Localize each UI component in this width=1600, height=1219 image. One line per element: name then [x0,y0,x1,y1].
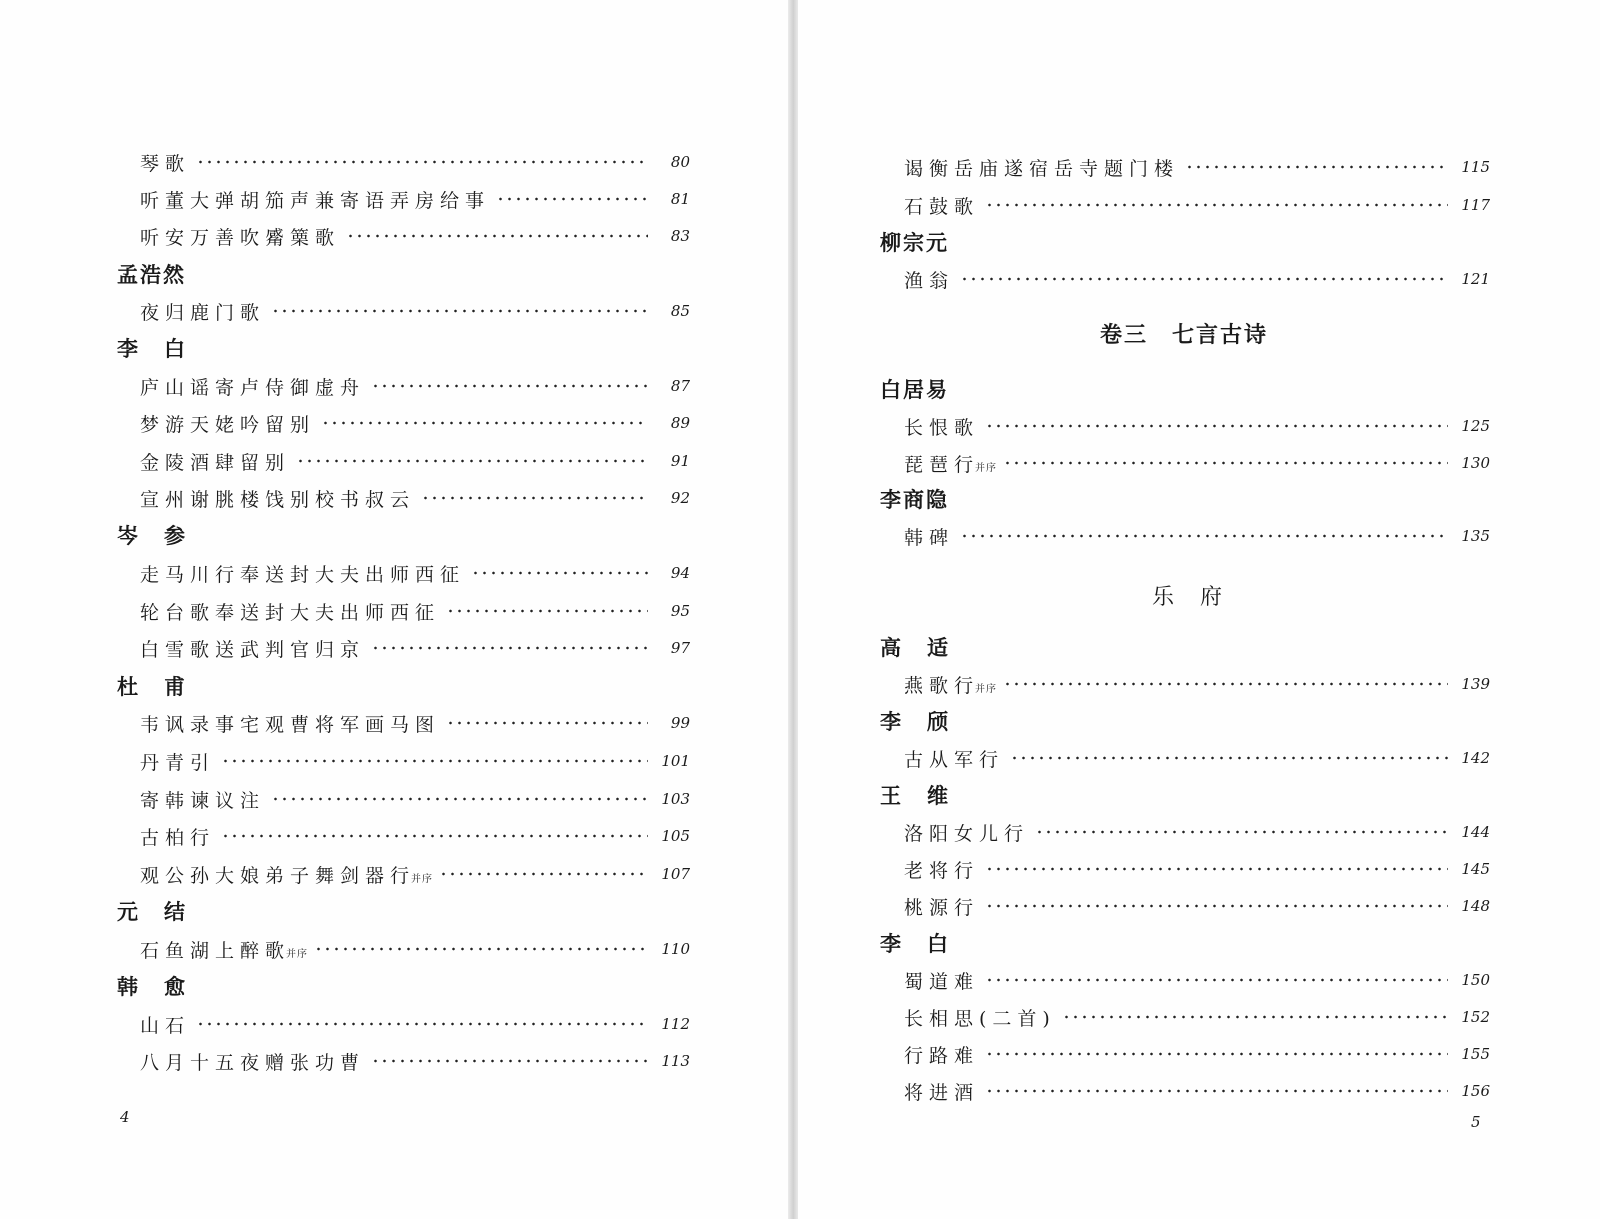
toc-entry[interactable] [904,851,1490,887]
dot-leader [985,199,1448,211]
toc-entry[interactable] [904,408,1490,444]
poem-title: 听安万善吹觱篥歌 [140,226,341,249]
toc-entry[interactable] [140,293,690,329]
toc-entry[interactable] [904,666,1490,702]
dot-leader [1062,1011,1448,1023]
author-heading: 王维 [880,784,974,808]
poem-title: 白雪歌送武判官归京 [140,638,366,661]
dot-leader [1003,678,1448,690]
toc-entry[interactable] [140,856,690,892]
dot-leader [221,755,648,767]
dot-leader [471,567,648,579]
dot-leader [321,417,648,429]
page-folio: 4 [120,1108,130,1126]
poem-title: 琵琶行 [904,453,980,476]
poem-title: 琴歌 [140,152,191,175]
poem-note: 并序 [975,684,998,695]
page-number: 130 [1461,454,1490,472]
dot-leader [439,868,648,880]
toc-entry[interactable] [140,1006,690,1042]
page-number: 115 [1461,158,1490,176]
poem-title: 宣州谢朓楼饯别校书叔云 [140,488,416,511]
dot-leader [371,380,648,392]
poem-title: 观公孙大娘弟子舞剑器行 [140,864,416,887]
dot-leader [371,1055,648,1067]
dot-leader [960,530,1448,542]
page-number: 155 [1461,1045,1490,1063]
dot-leader [985,863,1448,875]
toc-entry[interactable] [904,1073,1490,1109]
page-number: 121 [1461,270,1490,288]
poem-title: 韦讽录事宅观曹将军画马图 [140,713,441,736]
page-number: 80 [670,153,690,171]
page-number: 83 [670,227,690,245]
toc-entry[interactable] [140,705,690,741]
poem-title: 山石 [140,1014,191,1037]
toc-entry[interactable] [140,405,690,441]
toc-entry[interactable] [140,443,690,479]
page-number: 139 [1461,675,1490,693]
poem-title: 谒衡岳庙遂宿岳寺题门楼 [904,157,1180,180]
page-number: 107 [661,865,690,883]
dot-leader [985,1085,1448,1097]
dot-leader [1185,161,1448,173]
section-heading: 乐 府 [1152,585,1225,610]
toc-entry[interactable] [140,181,690,217]
toc-entry[interactable] [904,518,1490,554]
dot-leader [1035,826,1448,838]
toc-entry[interactable] [140,781,690,817]
dot-leader [221,830,648,842]
dot-leader [271,793,648,805]
poem-title: 夜归鹿门歌 [140,301,266,324]
poem-title: 金陵酒肆留别 [140,451,291,474]
dot-leader [446,605,648,617]
author-heading: 白居易 [880,378,949,402]
toc-entry[interactable] [904,1036,1490,1072]
dot-leader [271,305,648,317]
dot-leader [985,974,1448,986]
dot-leader [296,455,648,467]
toc-entry[interactable] [140,931,690,967]
page-number: 103 [661,790,690,808]
poem-title: 长恨歌 [904,416,980,439]
dot-leader [196,1018,648,1030]
poem-title: 寄韩谏议注 [140,789,266,812]
toc-entry[interactable] [140,743,690,779]
dot-leader [196,156,648,168]
poem-title: 走马川行奉送封大夫出师西征 [140,563,466,586]
author-heading: 元结 [117,900,211,924]
dot-leader [496,193,648,205]
poem-title: 长相思(二首) [904,1007,1056,1030]
author-heading: 李颀 [880,710,974,734]
toc-entry[interactable] [904,999,1490,1035]
page-number: 95 [670,602,690,620]
poem-title: 八月十五夜赠张功曹 [140,1051,366,1074]
page-number: 142 [1461,749,1490,767]
page-number: 156 [1461,1082,1490,1100]
toc-entry[interactable] [140,593,690,629]
toc-entry[interactable] [140,555,690,591]
toc-entry[interactable] [140,144,690,180]
author-heading: 孟浩然 [117,263,186,287]
right-page [798,0,1600,1219]
page-number: 105 [661,827,690,845]
toc-entry[interactable] [904,814,1490,850]
dot-leader [985,900,1448,912]
page-number: 94 [670,564,690,582]
poem-title: 洛阳女儿行 [904,822,1030,845]
page-number: 113 [661,1052,690,1070]
dot-leader [1003,457,1448,469]
page-number: 91 [670,452,690,470]
poem-title: 石鼓歌 [904,195,980,218]
dot-leader [985,1048,1448,1060]
poem-title: 古柏行 [140,826,216,849]
author-heading: 李商隐 [880,488,949,512]
poem-title: 桃源行 [904,896,980,919]
toc-entry[interactable] [140,480,690,516]
author-heading: 柳宗元 [880,231,949,255]
page-number: 89 [670,414,690,432]
page-number: 150 [1461,971,1490,989]
author-heading: 李白 [880,932,974,956]
page-number: 92 [670,489,690,507]
page-number: 117 [1461,196,1490,214]
dot-leader [371,642,648,654]
toc-entry[interactable] [904,962,1490,998]
poem-title: 行路难 [904,1044,980,1067]
toc-entry[interactable] [904,261,1490,297]
toc-entry[interactable] [140,1043,690,1079]
page-number: 135 [1461,527,1490,545]
section-heading: 卷三 七言古诗 [1100,323,1269,348]
dot-leader [446,717,648,729]
page-number: 145 [1461,860,1490,878]
poem-title: 老将行 [904,859,980,882]
page-number: 152 [1461,1008,1490,1026]
toc-entry[interactable] [140,368,690,404]
dot-leader [314,943,648,955]
dot-leader [1010,752,1448,764]
poem-title: 渔翁 [904,269,955,292]
page-number: 85 [670,302,690,320]
page-number: 97 [670,639,690,657]
page-number: 125 [1461,417,1490,435]
poem-title: 庐山谣寄卢侍御虚舟 [140,376,366,399]
toc-entry[interactable] [904,445,1490,481]
toc-entry[interactable] [904,149,1490,185]
poem-note: 并序 [286,949,309,960]
author-heading: 岑参 [117,524,211,548]
poem-title: 韩碑 [904,526,955,549]
page-number: 99 [670,714,690,732]
dot-leader [346,230,648,242]
author-heading: 高适 [880,636,974,660]
toc-entry[interactable] [904,888,1490,924]
poem-title: 古从军行 [904,748,1005,771]
poem-title: 石鱼湖上醉歌 [140,939,291,962]
toc-entry[interactable] [140,630,690,666]
page-number: 101 [661,752,690,770]
poem-title: 将进酒 [904,1081,980,1104]
page-folio: 5 [1471,1113,1481,1131]
toc-entry[interactable] [140,818,690,854]
page-number: 81 [670,190,690,208]
page-number: 144 [1461,823,1490,841]
toc-entry[interactable] [904,187,1490,223]
poem-note: 并序 [975,463,998,474]
poem-title: 轮台歌奉送封大夫出师西征 [140,601,441,624]
poem-note: 并序 [411,874,434,885]
page-number: 110 [661,940,690,958]
poem-title: 燕歌行 [904,674,980,697]
poem-title: 听董大弹胡笳声兼寄语弄房给事 [140,189,491,212]
poem-title: 梦游天姥吟留别 [140,413,316,436]
dot-leader [421,492,648,504]
poem-title: 蜀道难 [904,970,980,993]
dot-leader [960,273,1448,285]
page-number: 87 [670,377,690,395]
toc-entry[interactable] [904,740,1490,776]
poem-title: 丹青引 [140,751,216,774]
left-page [0,0,790,1219]
author-heading: 李白 [117,337,211,361]
page-number: 148 [1461,897,1490,915]
dot-leader [985,420,1448,432]
toc-entry[interactable] [140,218,690,254]
page-number: 112 [661,1015,690,1033]
author-heading: 杜甫 [117,675,211,699]
author-heading: 韩愈 [117,975,211,999]
